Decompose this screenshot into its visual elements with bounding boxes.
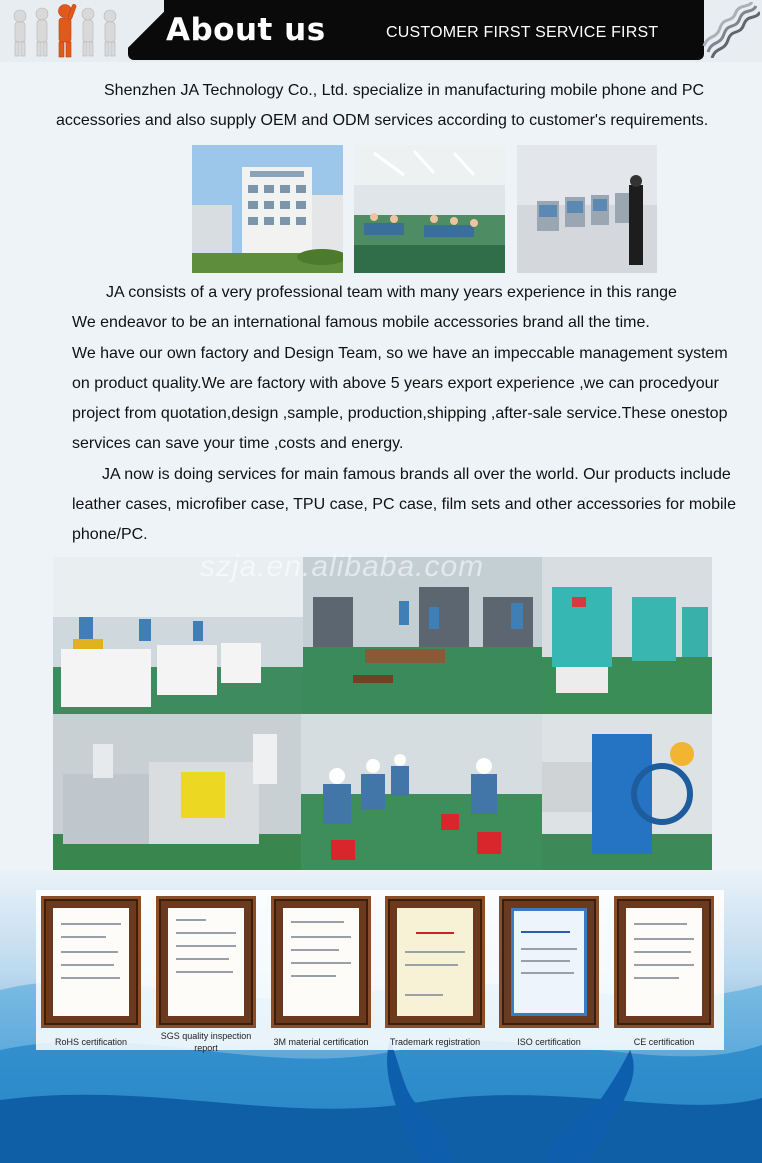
spring-coil-icon — [702, 2, 760, 58]
certificate-sgs — [156, 896, 256, 1028]
paragraph-brand: We endeavor to be an international famous mobile accessories brand all the time. — [72, 314, 650, 332]
header-banner — [0, 0, 762, 62]
certificate-ce — [614, 896, 714, 1028]
cert-label-ce: CE certification — [633, 1037, 695, 1047]
cert-label-iso: ISO certification — [517, 1037, 581, 1047]
team-figures-icon — [8, 2, 126, 58]
page-tagline: CUSTOMER FIRST SERVICE FIRST — [386, 24, 659, 41]
photo-machinery — [542, 714, 712, 874]
cert-label-3m: 3M material certification — [273, 1037, 369, 1047]
cert-label-rohs: RoHS certification — [54, 1037, 128, 1047]
photo-workers-line — [301, 714, 542, 874]
watermark: szja.en.alibaba.com — [200, 550, 485, 583]
right-hand-icon — [520, 1050, 640, 1163]
photo-factory-building — [192, 145, 343, 273]
paragraph-services: JA now is doing services for main famous brands all over the world. Our products include leather cases, microfiber case, TPU case, PC case, film sets and other accessories for mobile phone/PC. — [72, 465, 736, 544]
intro-text: Shenzhen JA Technology Co., Ltd. specialize in manufacturing mobile phone and PC accessories and also supply OEM and ODM services according to customer's requirements. — [56, 82, 709, 130]
certificate-trademark — [385, 896, 485, 1028]
certificate-rohs — [41, 896, 141, 1028]
cert-label-sgs: SGS quality inspection report — [160, 1031, 252, 1053]
intro-paragraph — [56, 76, 736, 137]
photo-injection-machines — [53, 714, 301, 874]
left-hand-icon — [380, 1040, 470, 1163]
photo-test-lab — [517, 145, 657, 273]
paragraph-factory: We have our own factory and Design Team, so we have an impeccable management system on product quality.We are factory with above 5 years export experience ,we can procedyour project from quotation,design ,sample, production,shipping ,after-sale service.These onestop services can save your time ,costs and energy. — [72, 344, 728, 453]
photo-assembly-line — [354, 145, 505, 273]
paragraph-team: JA consists of a very professional team with many years experience in this range — [106, 284, 677, 301]
cert-label-trademark: Trademark registration — [389, 1037, 481, 1047]
photo-workshop-3 — [542, 557, 712, 714]
certificate-3m — [271, 896, 371, 1028]
company-description — [72, 278, 748, 551]
certificate-iso — [499, 896, 599, 1028]
title-bar-notch — [128, 0, 164, 60]
page-title: About us — [166, 12, 326, 48]
